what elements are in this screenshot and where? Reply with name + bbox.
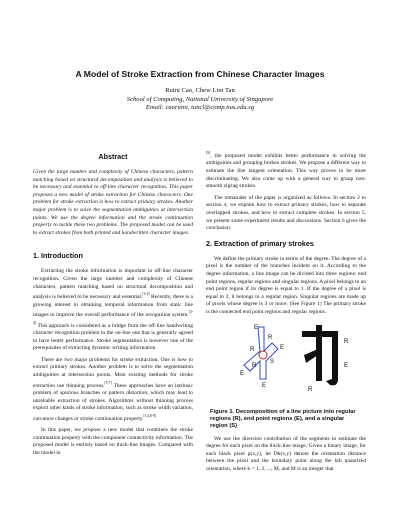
fig-label-5: R (252, 362, 257, 369)
intro-p2-ref-2: [1,4,8-9] (143, 413, 157, 418)
right-p1-ref: [9] (206, 151, 211, 155)
intro-p1-text-c: This approach is considered as a bridge from the off-line handwriting character recognition problem to the on-line one that is generally agreed to have better performance. Stroke segmentation is however one of the prerequisites of extracting dynamic writing information. (33, 322, 193, 352)
right-paragraph-1 (206, 150, 366, 191)
fig-label-7: E (262, 382, 267, 389)
right-paragraph-3: We define the primary stroke in terms of the degree. The degree of a pixel is the number of the branches incident on it. According to the degree information, a line image can be divided into three regions: end point regions, regular regions and singular regions. A pixel belongs to an end point region if its degree is equal to 1. If the degree of a pixel is equal to 2, it belongs to a regular region. Singular regions are made up of pixels whose degree is 3 or more. (See Figure 1) The primary stroke is the connected end point regions and regular regions. (206, 255, 366, 315)
figure-1-drawing (206, 321, 366, 405)
section2-heading: 2. Extraction of primary strokes (206, 238, 314, 248)
fig-label-8: R (344, 338, 349, 345)
left-column (33, 152, 193, 462)
right-column (206, 150, 366, 477)
intro-p2-text-a: There are two major problems for stroke extraction. One is how to extract primary strokes. Another problem is to solve the segmentation ambiguities at intersection points. Most existing methods for stroke extraction use thinning process. (33, 356, 193, 389)
intro-p1-text-b: Recently, there is a growing interest in obtaining temporal information from static line images to improve the overall performance of the recognition system. (33, 293, 193, 318)
fig-label-4: S (270, 358, 275, 365)
paper-title: A Model of Stroke Extraction from Chinese Character Images (75, 69, 325, 79)
intro-p2-ref-1: [5-7] (104, 380, 112, 385)
paper-email: Email: caoruini, tancl@comp.nus.edu.sg (145, 104, 255, 111)
right-paragraph-4: We use the direction contribution of the segments to estimate the degree for each pixel on the thick-line image. Given a binary image, for each black pixel p(x,y), let Dk(x,y) denote the orientation distance between the pixel and the boundary point along the kth quantized orientation, where k = 1, 2, ..., M, and M is an integer that (206, 435, 366, 472)
fig-label-1: R (268, 334, 273, 341)
right-paragraph-2: The remainder of the paper is organized as follows. In section 2 to section 4, we explain how to extract primary strokes, how to separate overlapped strokes, and how to extract complete strokes. In section 5, we present some experiment results and discussions. Section 6 gives the conclusion. (206, 194, 366, 232)
intro-paragraph-2 (33, 357, 193, 423)
intro-paragraph-1 (33, 268, 193, 352)
fig-label-3: E (280, 344, 285, 351)
glyph-stroke-3 (326, 337, 338, 385)
paper-authors: Ruini Cao, Chew Lim Tan (165, 87, 235, 94)
intro-p1-ref-1: [1-2] (142, 292, 150, 297)
fig-label-9: E (344, 362, 349, 369)
figure-1 (206, 321, 366, 405)
intro-p1-ref-2: [3-4] (33, 310, 193, 325)
intro-heading: 1. Introduction (33, 251, 83, 261)
paper-affiliation: School of Computing, National University of Singapore (126, 96, 274, 103)
intro-paragraph-3: In this paper, we propose a new model that combines the stroke continuation property with the component connectivity information. The proposed model is entirely based on thick-line images. Compared with the model in (33, 427, 193, 456)
right-character-glyph (302, 325, 338, 385)
stroke-shape-left (244, 324, 278, 379)
figure-1-caption: Figure 1. Decomposition of a line picture into regular regions (R), end point regions (E), and a singular region (S) (210, 408, 356, 429)
singular-region-marker-left (259, 351, 267, 359)
glyph-stroke-4 (304, 349, 318, 363)
left-line-picture (244, 324, 278, 379)
abstract-heading: Abstract (98, 152, 128, 161)
abstract-text: Given the large number and complexity of Chinese characters, pattern matching based on structural decomposition and analysis is believed to be necessary and essential to off-line character recognition. This paper proposes a new model of stroke extraction for Chinese characters. One problem for stroke extraction is how to extract primary strokes. Another major problem is to solve the segmentation ambiguities at intersection points. We use the degree information and the stroke continuation property to tackle these two problems. The proposed model can be used to extract strokes from both printed and handwritten character images. (33, 169, 193, 236)
right-p1-text: , the proposed model exhibits better performance in solving the ambiguities and grouping broken strokes. We propose a different way to estimate the line tangent orientation. This way proves to be more discriminating. We also come up with a general way to group non-smooth zigzag strokes. (206, 152, 366, 190)
intro-p1-text-a: Extracting the stroke information is important in off-line character recognition. Given the large number and complexity of Chinese characters, pattern matching based on structural decomposition and analysis is believed to be necessary and essential. (33, 268, 193, 300)
intro-p2-text-b: These approaches have an intrinsic problem of spurious branches or pattern distortion, which may lead to unreliable extraction of strokes. Algorithms without thinning process exploit other kinds of stroke information, such as stroke width variation, curvature changes or stroke continuation property. (33, 382, 193, 422)
fig-label-10: R (308, 386, 313, 393)
fig-label-6: E (240, 370, 245, 377)
fig-label-0: E (254, 324, 259, 331)
fig-label-2: R (250, 346, 255, 353)
